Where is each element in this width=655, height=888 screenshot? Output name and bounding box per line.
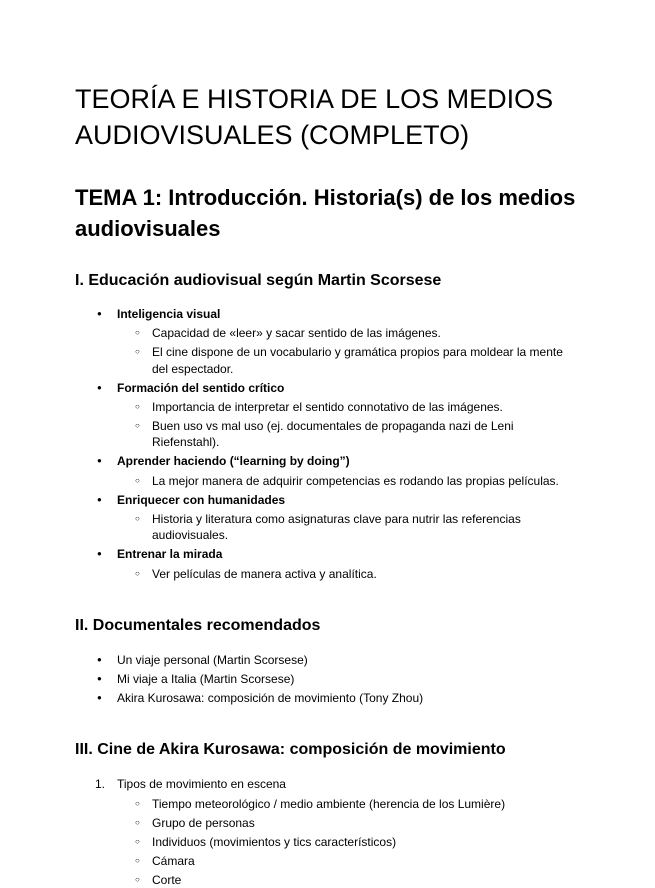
bullet-icon: ● bbox=[97, 494, 102, 504]
section-heading-documentales: II. Documentales recomendados bbox=[75, 616, 321, 634]
sub-bullet-label: Cámara bbox=[152, 854, 195, 869]
sub-bullet-item bbox=[75, 399, 580, 415]
numbered-item bbox=[75, 776, 580, 792]
circle-bullet-icon: ○ bbox=[135, 836, 140, 846]
circle-bullet-icon: ○ bbox=[135, 817, 140, 827]
bullet-label: Akira Kurosawa: composición de movimiento (Tony Zhou) bbox=[117, 691, 424, 706]
section-heading-educacion-audiovisual: I. Educación audiovisual según Martin Scorsese bbox=[75, 271, 442, 289]
chapter-heading: TEMA 1: Introducción. Historia(s) de los medios audiovisuales bbox=[75, 185, 576, 241]
sub-bullet-label: Importancia de interpretar el sentido connotativo de las imágenes. bbox=[152, 399, 503, 414]
bullet-icon: ● bbox=[97, 308, 102, 318]
bullet-icon: ● bbox=[97, 673, 102, 683]
circle-bullet-icon: ○ bbox=[135, 856, 140, 866]
bullet-item bbox=[75, 671, 580, 687]
bullet-label: Mi viaje a Italia (Martin Scorsese) bbox=[117, 671, 295, 686]
sub-bullet-label: La mejor manera de adquirir competencias es rodando las propias películas. bbox=[152, 473, 559, 488]
sub-bullet-item bbox=[75, 815, 580, 831]
document-title: TEORÍA E HISTORIA DE LOS MEDIOS AUDIOVISUALES (COMPLETO) bbox=[75, 84, 554, 150]
bullet-label: Enriquecer con humanidades bbox=[117, 492, 286, 507]
sub-bullet-item bbox=[75, 853, 580, 869]
sub-bullet-label: Individuos (movimientos y tics característicos) bbox=[152, 834, 397, 849]
circle-bullet-icon: ○ bbox=[135, 347, 140, 357]
section-heading-kurosawa: III. Cine de Akira Kurosawa: composición de movimiento bbox=[75, 741, 506, 759]
list-number: 1. bbox=[95, 777, 106, 792]
circle-bullet-icon: ○ bbox=[135, 421, 140, 431]
sub-bullet-item bbox=[75, 566, 580, 582]
bullet-label: Formación del sentido crítico bbox=[117, 380, 285, 395]
bullet-item bbox=[75, 546, 580, 562]
sub-bullet-item bbox=[75, 796, 580, 812]
bullet-item bbox=[75, 306, 580, 322]
sub-bullet-item bbox=[75, 418, 580, 450]
sub-bullet-label: El cine dispone de un vocabulario y gramática propios para moldear la mente del espectador. bbox=[152, 345, 563, 376]
sub-bullet-item bbox=[75, 511, 580, 543]
bullet-label: Aprender haciendo (“learning by doing”) bbox=[117, 454, 350, 469]
bullet-icon: ● bbox=[97, 654, 102, 664]
bullet-item bbox=[75, 453, 580, 469]
circle-bullet-icon: ○ bbox=[135, 875, 140, 885]
sub-bullet-label: Tiempo meteorológico / medio ambiente (herencia de los Lumière) bbox=[152, 796, 506, 811]
section-3-list bbox=[75, 776, 580, 888]
sub-bullet-item bbox=[75, 473, 580, 489]
circle-bullet-icon: ○ bbox=[135, 514, 140, 524]
circle-bullet-icon: ○ bbox=[135, 401, 140, 411]
sub-bullet-label: Capacidad de «leer» y sacar sentido de las imágenes. bbox=[152, 326, 441, 341]
circle-bullet-icon: ○ bbox=[135, 328, 140, 338]
bullet-icon: ● bbox=[97, 456, 102, 466]
bullet-icon: ● bbox=[97, 382, 102, 392]
bullet-icon: ● bbox=[97, 549, 102, 559]
sub-bullet-label: Historia y literatura como asignaturas clave para nutrir las referencias audiovisuales. bbox=[152, 512, 521, 543]
circle-bullet-icon: ○ bbox=[135, 475, 140, 485]
bullet-item bbox=[75, 652, 580, 668]
sub-bullet-label: Buen uso vs mal uso (ej. documentales de propaganda nazi de Leni Riefenstahl). bbox=[152, 419, 514, 450]
sub-bullet-item bbox=[75, 325, 580, 341]
circle-bullet-icon: ○ bbox=[135, 798, 140, 808]
section-2-list bbox=[75, 652, 580, 707]
bullet-label: Entrenar la mirada bbox=[117, 547, 223, 562]
circle-bullet-icon: ○ bbox=[135, 568, 140, 578]
sub-bullet-label: Ver películas de manera activa y analítica. bbox=[152, 566, 377, 581]
section-1-list bbox=[75, 306, 580, 582]
sub-bullet-item bbox=[75, 344, 580, 376]
bullet-item bbox=[75, 492, 580, 508]
numbered-item-label: Tipos de movimiento en escena bbox=[117, 777, 286, 792]
bullet-item bbox=[75, 380, 580, 396]
bullet-item bbox=[75, 690, 580, 706]
bullet-label: Inteligencia visual bbox=[117, 306, 221, 321]
sub-bullet-label: Grupo de personas bbox=[152, 815, 255, 830]
bullet-label: Un viaje personal (Martin Scorsese) bbox=[117, 652, 308, 667]
sub-bullet-label: Corte bbox=[152, 873, 182, 888]
bullet-icon: ● bbox=[97, 693, 102, 703]
sub-bullet-item bbox=[75, 872, 580, 888]
